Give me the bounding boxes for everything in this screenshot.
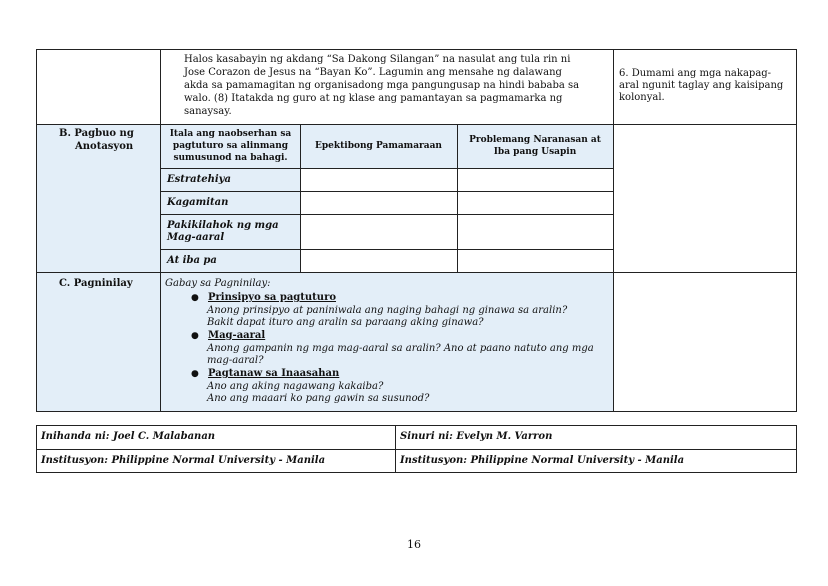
sign-table-bottom xyxy=(36,472,797,473)
header-divider xyxy=(160,168,613,169)
sign-table-right xyxy=(796,425,797,473)
bullet-1-line-2: Bakit dapat ituro ang aralin sa paraang aking ginawa? xyxy=(207,317,484,328)
table-left-border xyxy=(36,49,37,412)
bullet-3-heading: Pagtanaw sa Inaasahan xyxy=(208,368,340,379)
bullet-2-line-1: Anong gampanin ng mga mag-aaral sa aralin? Ano at paano natuto ang mga xyxy=(207,343,594,354)
row-divider-estratehiya xyxy=(160,191,613,192)
intro-line-1: Halos kasabayin ng akdang “Sa Dakong Silangan” na nasulat ang tula rin ni xyxy=(184,54,571,65)
header-problems-2: Iba pang Usapin xyxy=(493,147,577,157)
row-divider-2 xyxy=(36,272,796,273)
sign-table-divider xyxy=(395,425,396,473)
header-observations-2: pagtuturo sa alinmang xyxy=(172,141,289,151)
header-observations-1: Itala ang naobserhan sa xyxy=(169,129,292,139)
note-line-3: kolonyal. xyxy=(619,92,665,103)
sign-table-middle xyxy=(36,449,797,450)
intro-line-3: akda sa pamamagitan ng organisadong mga pangungusap na hindi bababa sa xyxy=(184,80,580,91)
header-effective-methods: Epektibong Pamamaraan xyxy=(315,141,442,151)
row-label-kagamitan: Kagamitan xyxy=(167,197,229,208)
header-problems-1: Problemang Naranasan at xyxy=(469,135,601,145)
intro-line-4: walo. (8) Itatakda ng guro at ng klase ang pamantayan sa pagmamarka ng xyxy=(184,93,563,104)
prepared-by: Inihanda ni: Joel C. Malabanan xyxy=(41,431,216,442)
header-observations-3: sumusunod na bahagi. xyxy=(173,153,288,163)
table-bottom-border xyxy=(36,411,796,412)
reflection-guide-title: Gabay sa Pagninilay: xyxy=(165,278,271,289)
bullet-2-line-2: mag-aaral? xyxy=(207,355,264,366)
intro-line-2: Jose Corazon de Jesus na “Bayan Ko”. Lagumin ang mensahe ng dalawang xyxy=(184,67,562,78)
col-divider-3 xyxy=(613,49,614,412)
section-c-title-shade xyxy=(36,272,160,411)
institution-left: Institusyon: Philippine Normal University - Manila xyxy=(41,455,326,466)
bullet-1-heading: Prinsipyo sa pagtuturo xyxy=(208,292,337,303)
sign-table-top xyxy=(36,425,797,426)
note-line-2: aral ngunit taglay ang kaisipang xyxy=(619,80,784,91)
bullet-3-line-1: Ano ang aking nagawang kakaiba? xyxy=(207,381,384,392)
section-b-title-2: Anotasyon xyxy=(75,141,134,152)
section-c-title: C. Pagninilay xyxy=(59,278,133,289)
row-divider-pakikilahok xyxy=(160,249,613,250)
row-label-estratehiya: Estratehiya xyxy=(167,174,231,185)
section-b-title-1: B. Pagbuo ng xyxy=(59,128,134,139)
bullet-1-line-1: Anong prinsipyo at paniniwala ang naging bahagi ng ginawa sa aralin? xyxy=(207,305,568,316)
table-right-border xyxy=(796,49,797,412)
bullet-icon: ● xyxy=(191,293,199,303)
institution-right: Institusyon: Philippine Normal University - Manila xyxy=(400,455,685,466)
bullet-3-line-2: Ano ang maaari ko pang gawin sa susunod? xyxy=(207,393,430,404)
table-top-border xyxy=(36,49,796,50)
row-divider-kagamitan xyxy=(160,214,613,215)
intro-line-5: sanaysay. xyxy=(184,106,232,117)
col-divider-1 xyxy=(160,49,161,412)
bullet-2-heading: Mag-aaral xyxy=(208,330,266,341)
bullet-icon: ● xyxy=(191,331,199,341)
row-label-at-iba-pa: At iba pa xyxy=(167,255,217,266)
sign-table-left xyxy=(36,425,37,473)
row-label-pakikilahok-2: Mag-aaral xyxy=(167,232,225,243)
bullet-icon: ● xyxy=(191,369,199,379)
reviewed-by: Sinuri ni: Evelyn M. Varron xyxy=(400,431,553,442)
note-line-1: 6. Dumami ang mga nakapag- xyxy=(619,68,772,79)
page-number: 16 xyxy=(407,538,421,551)
row-label-pakikilahok-1: Pakikilahok ng mga xyxy=(167,220,279,231)
row-divider-1 xyxy=(36,124,796,125)
